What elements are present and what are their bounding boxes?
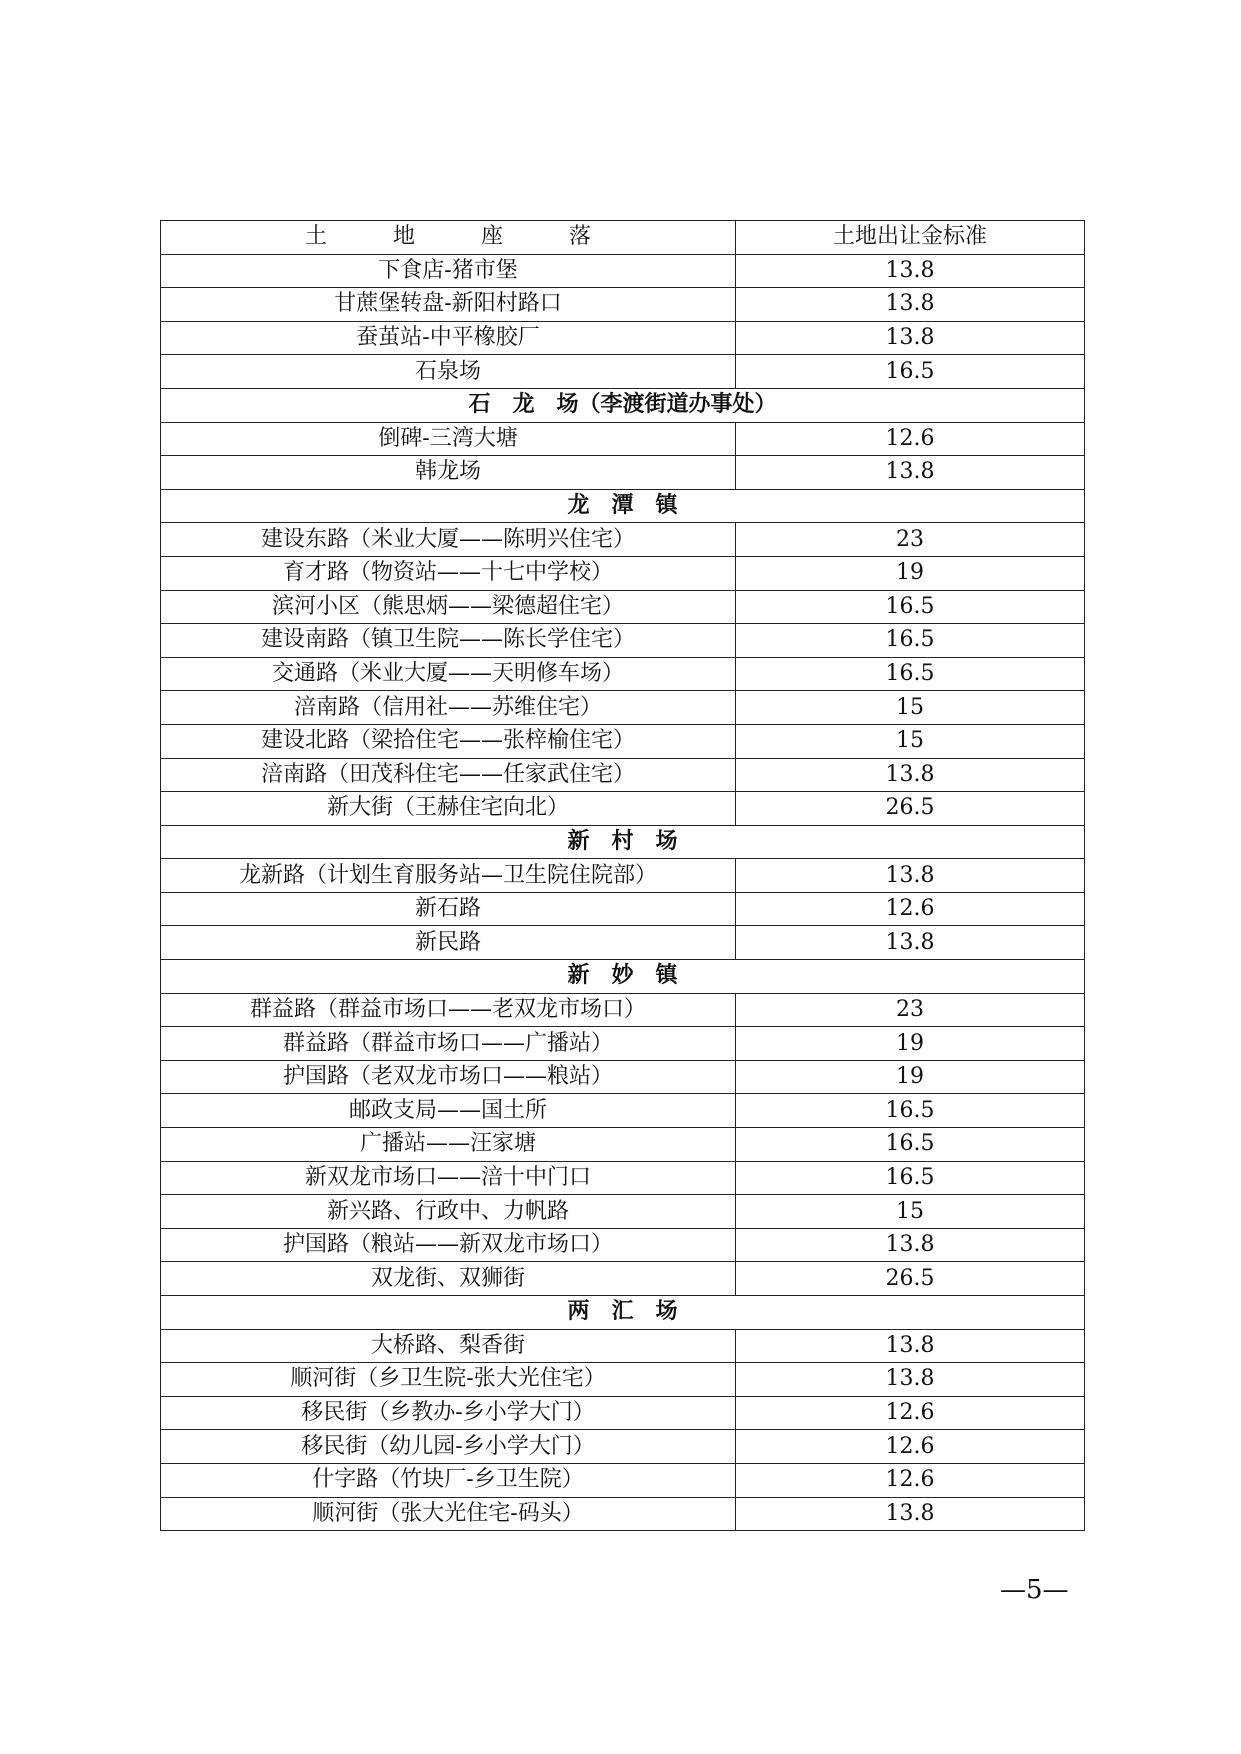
- section-title: 石 龙 场（李渡街道办事处）: [161, 388, 1085, 422]
- location-cell: 群益路（群益市场口——广播站）: [161, 1027, 736, 1061]
- price-cell: 16.5: [736, 657, 1085, 691]
- table-row: [161, 1396, 1085, 1430]
- table-row: [161, 422, 1085, 456]
- table-row: [161, 1094, 1085, 1128]
- location-cell: 邮政支局——国土所: [161, 1094, 736, 1128]
- price-cell: 16.5: [736, 1128, 1085, 1162]
- table-row: [161, 993, 1085, 1027]
- location-cell: 什字路（竹块厂-乡卫生院）: [161, 1463, 736, 1497]
- price-cell: 26.5: [736, 792, 1085, 826]
- price-cell: 23: [736, 993, 1085, 1027]
- table-row: [161, 1497, 1085, 1531]
- table-row: [161, 1060, 1085, 1094]
- table-row: [161, 1430, 1085, 1464]
- price-cell: 13.8: [736, 758, 1085, 792]
- price-cell: 12.6: [736, 1396, 1085, 1430]
- location-cell: 滨河小区（熊思炳——梁德超住宅）: [161, 590, 736, 624]
- section-row: [161, 1296, 1085, 1330]
- section-title: 新 村 场: [161, 825, 1085, 859]
- table-row: [161, 758, 1085, 792]
- location-cell: 倒碑-三湾大塘: [161, 422, 736, 456]
- price-cell: 19: [736, 1060, 1085, 1094]
- section-row: [161, 825, 1085, 859]
- location-cell: 甘蔗堡转盘-新阳村路口: [161, 288, 736, 322]
- table-row: [161, 355, 1085, 389]
- location-cell: 大桥路、梨香街: [161, 1329, 736, 1363]
- page-number: —5—: [1000, 1575, 1069, 1605]
- price-cell: 19: [736, 1027, 1085, 1061]
- location-cell: 双龙街、双狮街: [161, 1262, 736, 1296]
- location-cell: 顺河街（张大光住宅-码头）: [161, 1497, 736, 1531]
- table-body: [161, 221, 1085, 1531]
- table-row: [161, 288, 1085, 322]
- location-cell: 下食店-猪市堡: [161, 254, 736, 288]
- location-cell: 新石路: [161, 892, 736, 926]
- location-cell: 群益路（群益市场口——老双龙市场口）: [161, 993, 736, 1027]
- location-cell: 护国路（老双龙市场口——粮站）: [161, 1060, 736, 1094]
- price-cell: 15: [736, 724, 1085, 758]
- price-cell: 19: [736, 556, 1085, 590]
- table-row: [161, 1262, 1085, 1296]
- table-row: [161, 321, 1085, 355]
- table-row: [161, 590, 1085, 624]
- table-row: [161, 523, 1085, 557]
- table-row: [161, 657, 1085, 691]
- price-cell: 13.8: [736, 321, 1085, 355]
- price-cell: 13.8: [736, 1329, 1085, 1363]
- location-cell: 移民街（幼儿园-乡小学大门）: [161, 1430, 736, 1464]
- table-row: [161, 1027, 1085, 1061]
- section-title: 新 妙 镇: [161, 960, 1085, 994]
- location-cell: 涪南路（田茂科住宅——任家武住宅）: [161, 758, 736, 792]
- land-price-table: [160, 220, 1085, 1531]
- location-cell: 龙新路（计划生育服务站—卫生院住院部）: [161, 859, 736, 893]
- price-cell: 15: [736, 691, 1085, 725]
- location-cell: 韩龙场: [161, 456, 736, 490]
- price-cell: 16.5: [736, 1094, 1085, 1128]
- header-location: 土 地 座 落: [161, 221, 736, 255]
- price-cell: 12.6: [736, 892, 1085, 926]
- table-row: [161, 1329, 1085, 1363]
- location-cell: 交通路（米业大厦——天明修车场）: [161, 657, 736, 691]
- location-cell: 移民街（乡教办-乡小学大门）: [161, 1396, 736, 1430]
- price-cell: 16.5: [736, 624, 1085, 658]
- table-row: [161, 724, 1085, 758]
- price-cell: 13.8: [736, 288, 1085, 322]
- price-cell: 13.8: [736, 1228, 1085, 1262]
- price-cell: 12.6: [736, 1463, 1085, 1497]
- price-cell: 16.5: [736, 1161, 1085, 1195]
- section-row: [161, 489, 1085, 523]
- price-cell: 26.5: [736, 1262, 1085, 1296]
- table-row: [161, 1128, 1085, 1162]
- location-cell: 新大街（王赫住宅向北）: [161, 792, 736, 826]
- price-cell: 13.8: [736, 926, 1085, 960]
- table-row: [161, 892, 1085, 926]
- location-cell: 新双龙市场口——涪十中门口: [161, 1161, 736, 1195]
- table-row: [161, 691, 1085, 725]
- price-cell: 13.8: [736, 254, 1085, 288]
- table-row: [161, 556, 1085, 590]
- table-row: [161, 254, 1085, 288]
- price-cell: 15: [736, 1195, 1085, 1229]
- section-title: 两 汇 场: [161, 1296, 1085, 1330]
- table-row: [161, 792, 1085, 826]
- location-cell: 新兴路、行政中、力帆路: [161, 1195, 736, 1229]
- table-row: [161, 859, 1085, 893]
- price-cell: 12.6: [736, 422, 1085, 456]
- location-cell: 育才路（物资站——十七中学校）: [161, 556, 736, 590]
- table-row: [161, 1228, 1085, 1262]
- section-row: [161, 388, 1085, 422]
- price-cell: 13.8: [736, 859, 1085, 893]
- location-cell: 建设南路（镇卫生院——陈长学住宅）: [161, 624, 736, 658]
- location-cell: 蚕茧站-中平橡胶厂: [161, 321, 736, 355]
- price-cell: 13.8: [736, 1363, 1085, 1397]
- table-row: [161, 1195, 1085, 1229]
- location-cell: 新民路: [161, 926, 736, 960]
- table-header-row: [161, 221, 1085, 255]
- price-cell: 13.8: [736, 1497, 1085, 1531]
- location-cell: 石泉场: [161, 355, 736, 389]
- location-cell: 涪南路（信用社——苏维住宅）: [161, 691, 736, 725]
- price-cell: 13.8: [736, 456, 1085, 490]
- price-cell: 16.5: [736, 590, 1085, 624]
- table-row: [161, 1161, 1085, 1195]
- price-cell: 12.6: [736, 1430, 1085, 1464]
- location-cell: 建设东路（米业大厦——陈明兴住宅）: [161, 523, 736, 557]
- location-cell: 顺河街（乡卫生院-张大光住宅）: [161, 1363, 736, 1397]
- header-price: 土地出让金标准: [736, 221, 1085, 255]
- price-cell: 16.5: [736, 355, 1085, 389]
- location-cell: 护国路（粮站——新双龙市场口）: [161, 1228, 736, 1262]
- table-row: [161, 1363, 1085, 1397]
- table-row: [161, 456, 1085, 490]
- section-row: [161, 960, 1085, 994]
- section-title: 龙 潭 镇: [161, 489, 1085, 523]
- table-row: [161, 1463, 1085, 1497]
- table-row: [161, 926, 1085, 960]
- location-cell: 广播站——汪家塘: [161, 1128, 736, 1162]
- table-row: [161, 624, 1085, 658]
- location-cell: 建设北路（梁拾住宅——张梓榆住宅）: [161, 724, 736, 758]
- price-cell: 23: [736, 523, 1085, 557]
